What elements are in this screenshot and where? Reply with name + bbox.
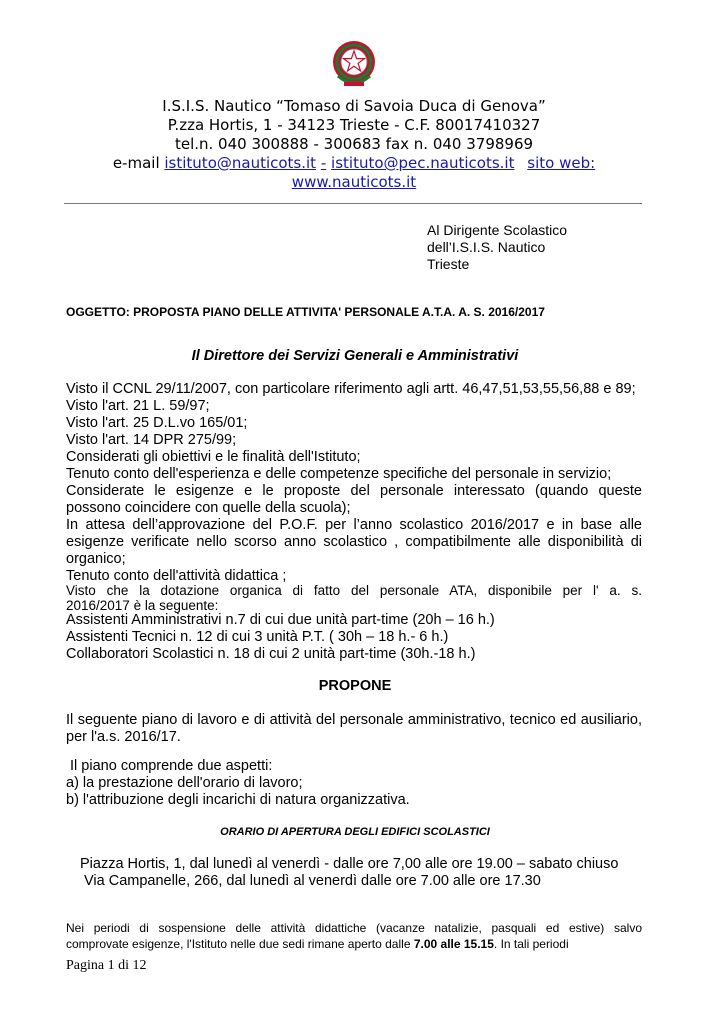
email-separator: - [320,154,327,172]
page-number-footer: Pagina 1 di 12 [66,958,147,973]
premise-line: Considerati gli obiettivi e le finalità dell'Istituto; [66,449,361,465]
premise-line: Visto che la dotazione organica di fatto del personale ATA, disponibile per l' a. s. [66,583,642,598]
propone-heading: PROPONE [318,678,392,694]
closing-text: comprovate esigenze, l'Istituto nelle due sedi rimane aperto dalle [66,937,414,951]
opening-hours-heading-part: ORARIO DI APERTURA [220,826,345,838]
school-email-line [60,154,648,173]
plan-line: per l'a.s. 2016/17. [66,729,181,745]
school-phones: tel.n. 040 300888 - 300683 fax n. 040 3798969 [174,135,534,153]
opening-hours-sede-hortis: Piazza Hortis, 1, dal lunedì al venerdì - dalle ore 7,00 alle ore 19.00 – sabato chiuso [80,856,619,872]
premise-line: esigenze verificate nello scorso anno scolastico , compatibilmente alle disponibilità di [66,534,642,550]
premise-line: Visto il CCNL 29/11/2007, con particolare riferimento agli artt. 46,47,51,53,55,56,88 e 89; [66,381,636,397]
premise-line: organico; [66,551,126,567]
aspect-item: a) la prestazione dell'orario di lavoro; [66,775,303,791]
opening-hours-heading [66,826,644,838]
opening-hours-sede-campanelle: Via Campanelle, 266, dal lunedì al venerdì dalle ore 7.00 alle ore 17.30 [84,873,541,889]
website-link[interactable]: www.nauticots.it [291,173,417,191]
subject-line: OGGETTO: PROPOSTA PIANO DELLE ATTIVITA' PERSONALE A.T.A. A. S. 2016/2017 [66,305,545,319]
premise-line: Tenuto conto dell'esperienza e delle competenze specifiche del personale in servizio; [66,466,612,482]
closing-text: . In tali periodi [493,937,569,951]
director-heading: Il Direttore dei Servizi Generali e Amministrativi [191,348,519,364]
premise-line: 2016/2017 è la seguente: [66,598,219,613]
email-link-pec[interactable]: istituto@pec.nauticots.it [331,154,515,172]
republic-emblem-icon [330,38,378,90]
site-label: sito web: [527,154,596,172]
premise-line: Visto l'art. 25 D.L.vo 165/01; [66,415,248,431]
aspects-intro: Il piano comprende due aspetti: [66,758,273,774]
premise-line: Visto l'art. 14 DPR 275/99; [66,432,237,448]
plan-line: Il seguente piano di lavoro e di attività del personale amministrativo, tecnico ed ausiliario, [66,712,642,728]
staff-line: Assistenti Amministrativi n.7 di cui due unità part-time (20h – 16 h.) [66,612,495,628]
email-link-istituto[interactable]: istituto@nauticots.it [164,154,317,172]
premise-line: Considerate le esigenze e le proposte del personale interessato (quando queste [66,483,642,499]
recipient-line-1: Al Dirigente Scolastico [427,222,568,238]
staff-line: Assistenti Tecnici n. 12 di cui 3 unità P.T. ( 30h – 18 h.- 6 h.) [66,629,449,645]
school-name: I.S.I.S. Nautico “Tomaso di Savoia Duca di Genova” [162,97,546,115]
opening-hours-heading-part: DEGLI EDIFICI SCOLASTICI [344,826,490,838]
recipient-line-2: dell’I.S.I.S. Nautico [427,239,546,255]
staff-line: Collaboratori Scolastici n. 18 di cui 2 unità part-time (30h.-18 h.) [66,646,476,662]
premise-line: Tenuto conto dell'attività didattica ; [66,568,287,584]
closing-paragraph-line [66,936,569,952]
premise-line: possono coincidere con quelle della scuola); [66,500,351,516]
email-label: e-mail [112,154,160,172]
premise-line: Visto l'art. 21 L. 59/97; [66,398,210,414]
closing-hours: 7.00 alle 15.15 [413,937,494,951]
closing-paragraph-line: Nei periodi di sospensione delle attività didattiche (vacanze natalizie, pasquali ed estive) salvo [66,921,642,935]
premise-line: In attesa dell’approvazione del P.O.F. per l’anno scolastico 2016/2017 e in base alle [66,517,642,533]
aspect-item: b) l'attribuzione degli incarichi di natura organizzativa. [66,792,410,808]
header-divider [64,203,642,204]
school-website-line [60,173,648,192]
recipient-line-3: Trieste [427,256,470,272]
school-address: P.zza Hortis, 1 - 34123 Trieste - C.F. 80017410327 [167,116,541,134]
